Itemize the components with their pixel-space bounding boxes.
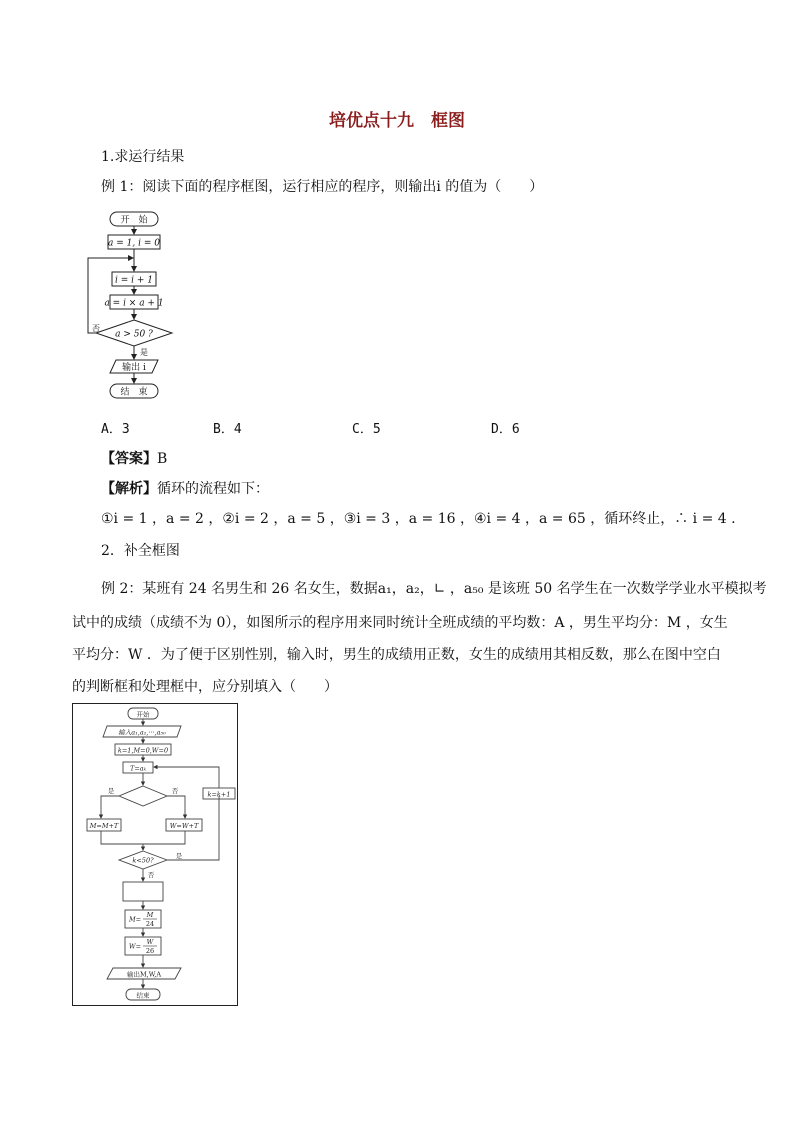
fc2-cond-label: k<50? [132,856,154,865]
fc2-output-label: 输出M,W,A [126,970,162,979]
fc2-end-label: 结束 [136,991,150,1000]
example2-line4: 的判断框和处理框中，应分别填入（ ） [72,679,338,695]
fc1-step1-label: i = i + 1 [114,275,154,286]
option-a: A．3 [101,422,130,437]
fc2-blank-box [123,882,163,901]
example2-line2: 试中的成绩（成绩不为 0），如图所示的程序用来同时统计全班成绩的平均数：A ，男生平均分：M ，女生 [72,615,728,631]
answer-tag: 【答案】 [101,451,157,467]
flowchart-example1 [80,205,180,400]
page-title: 培优点十九 框图 [329,111,465,131]
fc2-m-num: M [146,911,154,919]
example2-line1: 例 2：某班有 24 名男生和 26 名女生，数据a₁，a₂，∟ ，a₅₀ 是该班 50 名学生在一次数学学业水平模拟考 [101,581,767,597]
answer-value: B [157,451,168,467]
analysis-line [101,478,269,498]
example2-line3: 平均分：W ．为了便于区别性别，输入时，男生的成绩用正数，女生的成绩用其相反数，那么在图中空白 [72,647,721,663]
fc2-assign-label: T=aₖ [129,764,147,773]
flowchart-example2-frame [72,703,238,1006]
section1-heading: 1.求运行结果 [101,149,185,165]
fc1-start-label: 开 始 [120,215,148,226]
fc2-start-label: 开始 [136,710,150,719]
option-b: B．4 [213,422,242,437]
option-d: D．6 [491,422,520,437]
fc2-m-lhs: M= [128,915,142,924]
analysis-steps: ①i = 1 ，a = 2 ，②i = 2 ，a = 5 ，③i = 3 ，a = 16 ，④i = 4 ，a = 65 ，循环终止，∴ i = 4 . [101,511,736,527]
fc2-m-den: 24 [145,920,155,928]
option-c: C．5 [352,422,381,437]
answer-line [101,448,167,468]
fc2-init-label: k=1,M=0,W=0 [117,746,169,755]
fc2-w-num: W [146,938,154,946]
analysis-text: 循环的流程如下： [157,481,269,497]
fc2-no-right: 否 [171,787,179,795]
fc2-incr-label: k=k+1 [207,790,231,799]
fc1-step2-label: a = i × a + 1 [104,298,164,309]
fc2-no-down: 否 [147,871,155,879]
example1-question: 例 1：阅读下面的程序框图，运行相应的程序，则输出i 的值为（ ） [101,179,544,195]
section2-heading: 2．补全框图 [101,543,180,559]
fc1-output-label: 输出 i [122,363,146,373]
fc2-left-label: M=M+T [89,822,119,830]
fc2-yes-loop: 是 [175,852,183,860]
fc2-input-label: 输入a₁,a₂,···,a₅₀ [118,728,166,737]
fc2-blank-diamond [119,786,167,806]
analysis-tag: 【解析】 [101,481,157,497]
flowchart-example2 [73,704,237,1005]
fc1-no-label: 否 [92,324,100,333]
fc1-end-label: 结 束 [120,387,148,398]
fc2-right-label: W=W+T [169,822,199,830]
fc1-init-label: a = 1, i = 0 [108,238,160,249]
fc2-w-den: 26 [145,947,155,955]
fc1-cond-label: a > 50 ? [115,329,153,340]
fc2-yes-left: 是 [107,787,115,795]
fc1-yes-label: 是 [140,348,148,357]
fc2-w-lhs: W= [128,942,142,951]
